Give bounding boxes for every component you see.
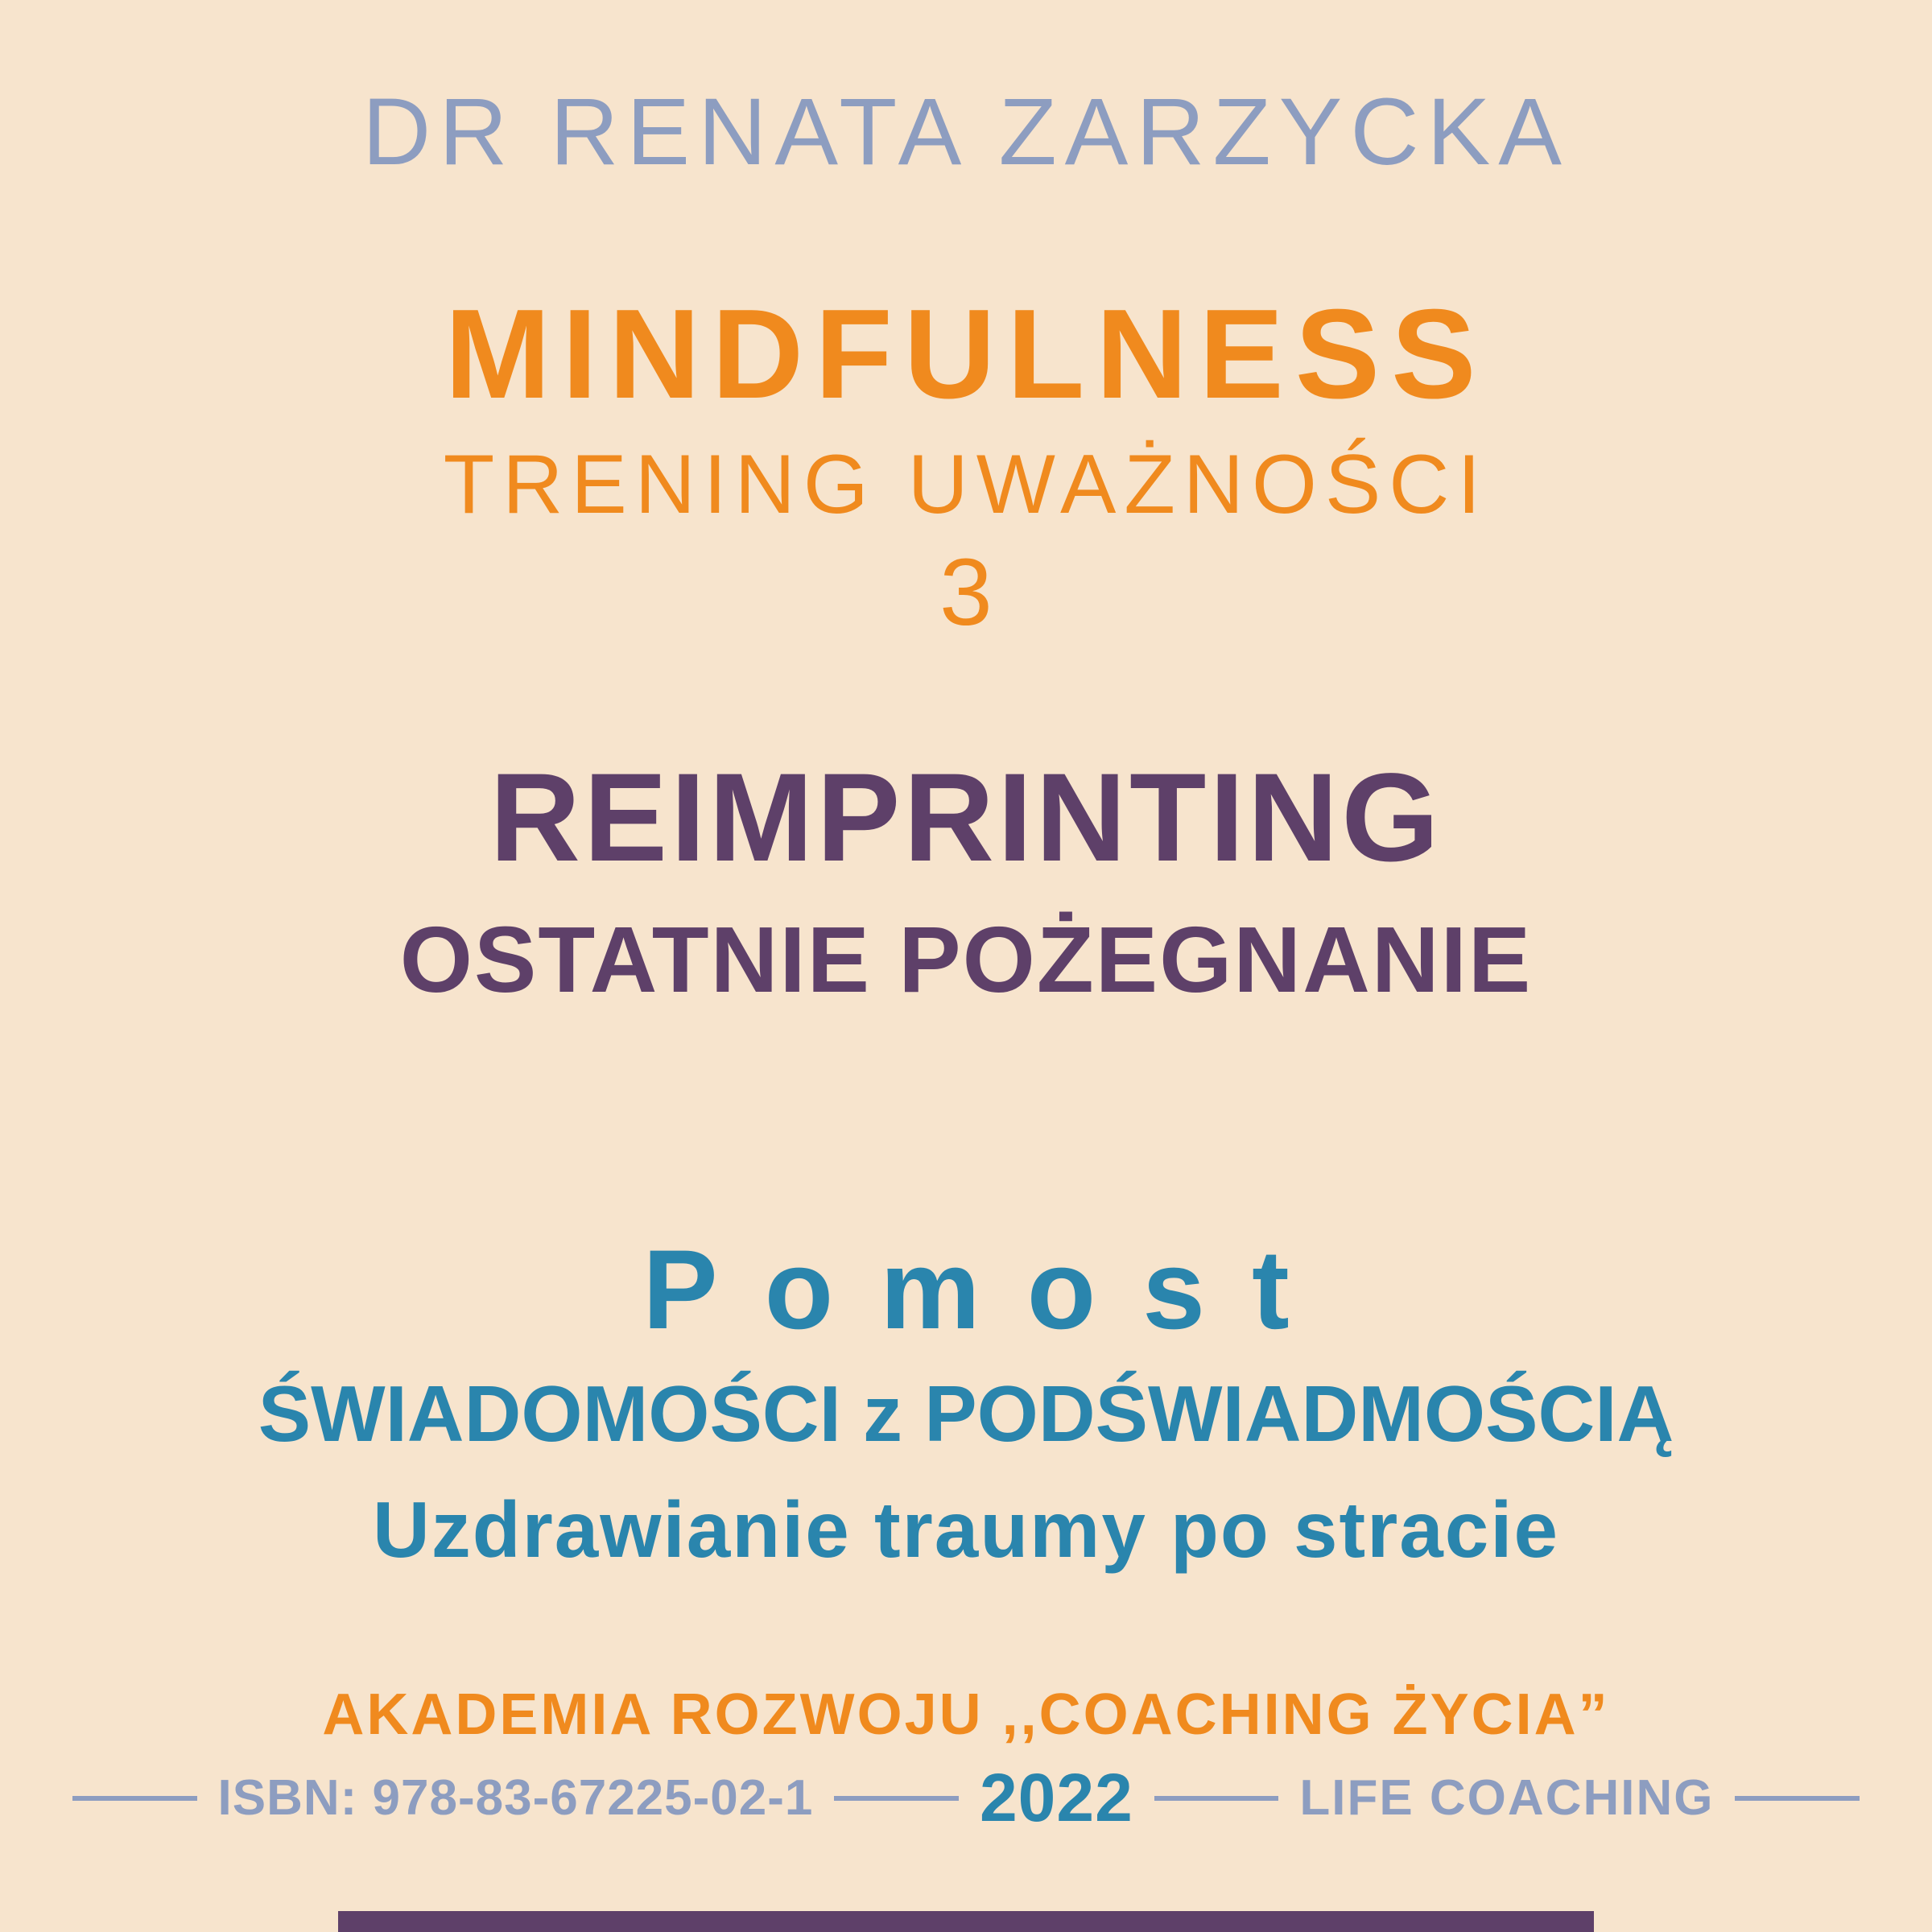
isbn-text: ISBN: 978-83-67225-02-1: [217, 1770, 814, 1826]
footer-rule-mid-left: [834, 1796, 959, 1801]
publication-year: 2022: [979, 1760, 1133, 1835]
volume-number: 3: [939, 539, 993, 646]
footer-rule-mid-right: [1154, 1796, 1279, 1801]
healing-line: Uzdrawianie traumy po stracie: [372, 1484, 1560, 1574]
series-title-block: [0, 283, 1932, 646]
series-subtitle: TRENING UWAŻNOŚCI: [443, 438, 1489, 532]
bridge-block: [0, 1226, 1932, 1577]
life-coaching-text: LIFE COACHING: [1299, 1770, 1715, 1826]
footer-rule-right: [1735, 1796, 1860, 1801]
main-title: REIMPRINTING: [489, 748, 1443, 889]
academy-name: AKADEMIA ROZWOJU ,,COACHING ŻYCIA”: [322, 1682, 1610, 1748]
bridge-word: Pomost: [642, 1226, 1336, 1353]
main-subtitle: OSTATNIE POŻEGNANIE: [399, 906, 1533, 1012]
footer-rule-left: [72, 1796, 197, 1801]
cover-footer: [0, 1759, 1932, 1837]
bottom-accent-bar: [338, 1911, 1594, 1932]
main-title-block: [0, 748, 1932, 1016]
author-name: DR RENATA ZARZYCKA: [361, 79, 1570, 185]
series-title: MINDFULNESS: [444, 283, 1488, 425]
bridge-line: ŚWIADOMOŚCI z PODŚWIADMOŚCIĄ: [258, 1369, 1674, 1459]
